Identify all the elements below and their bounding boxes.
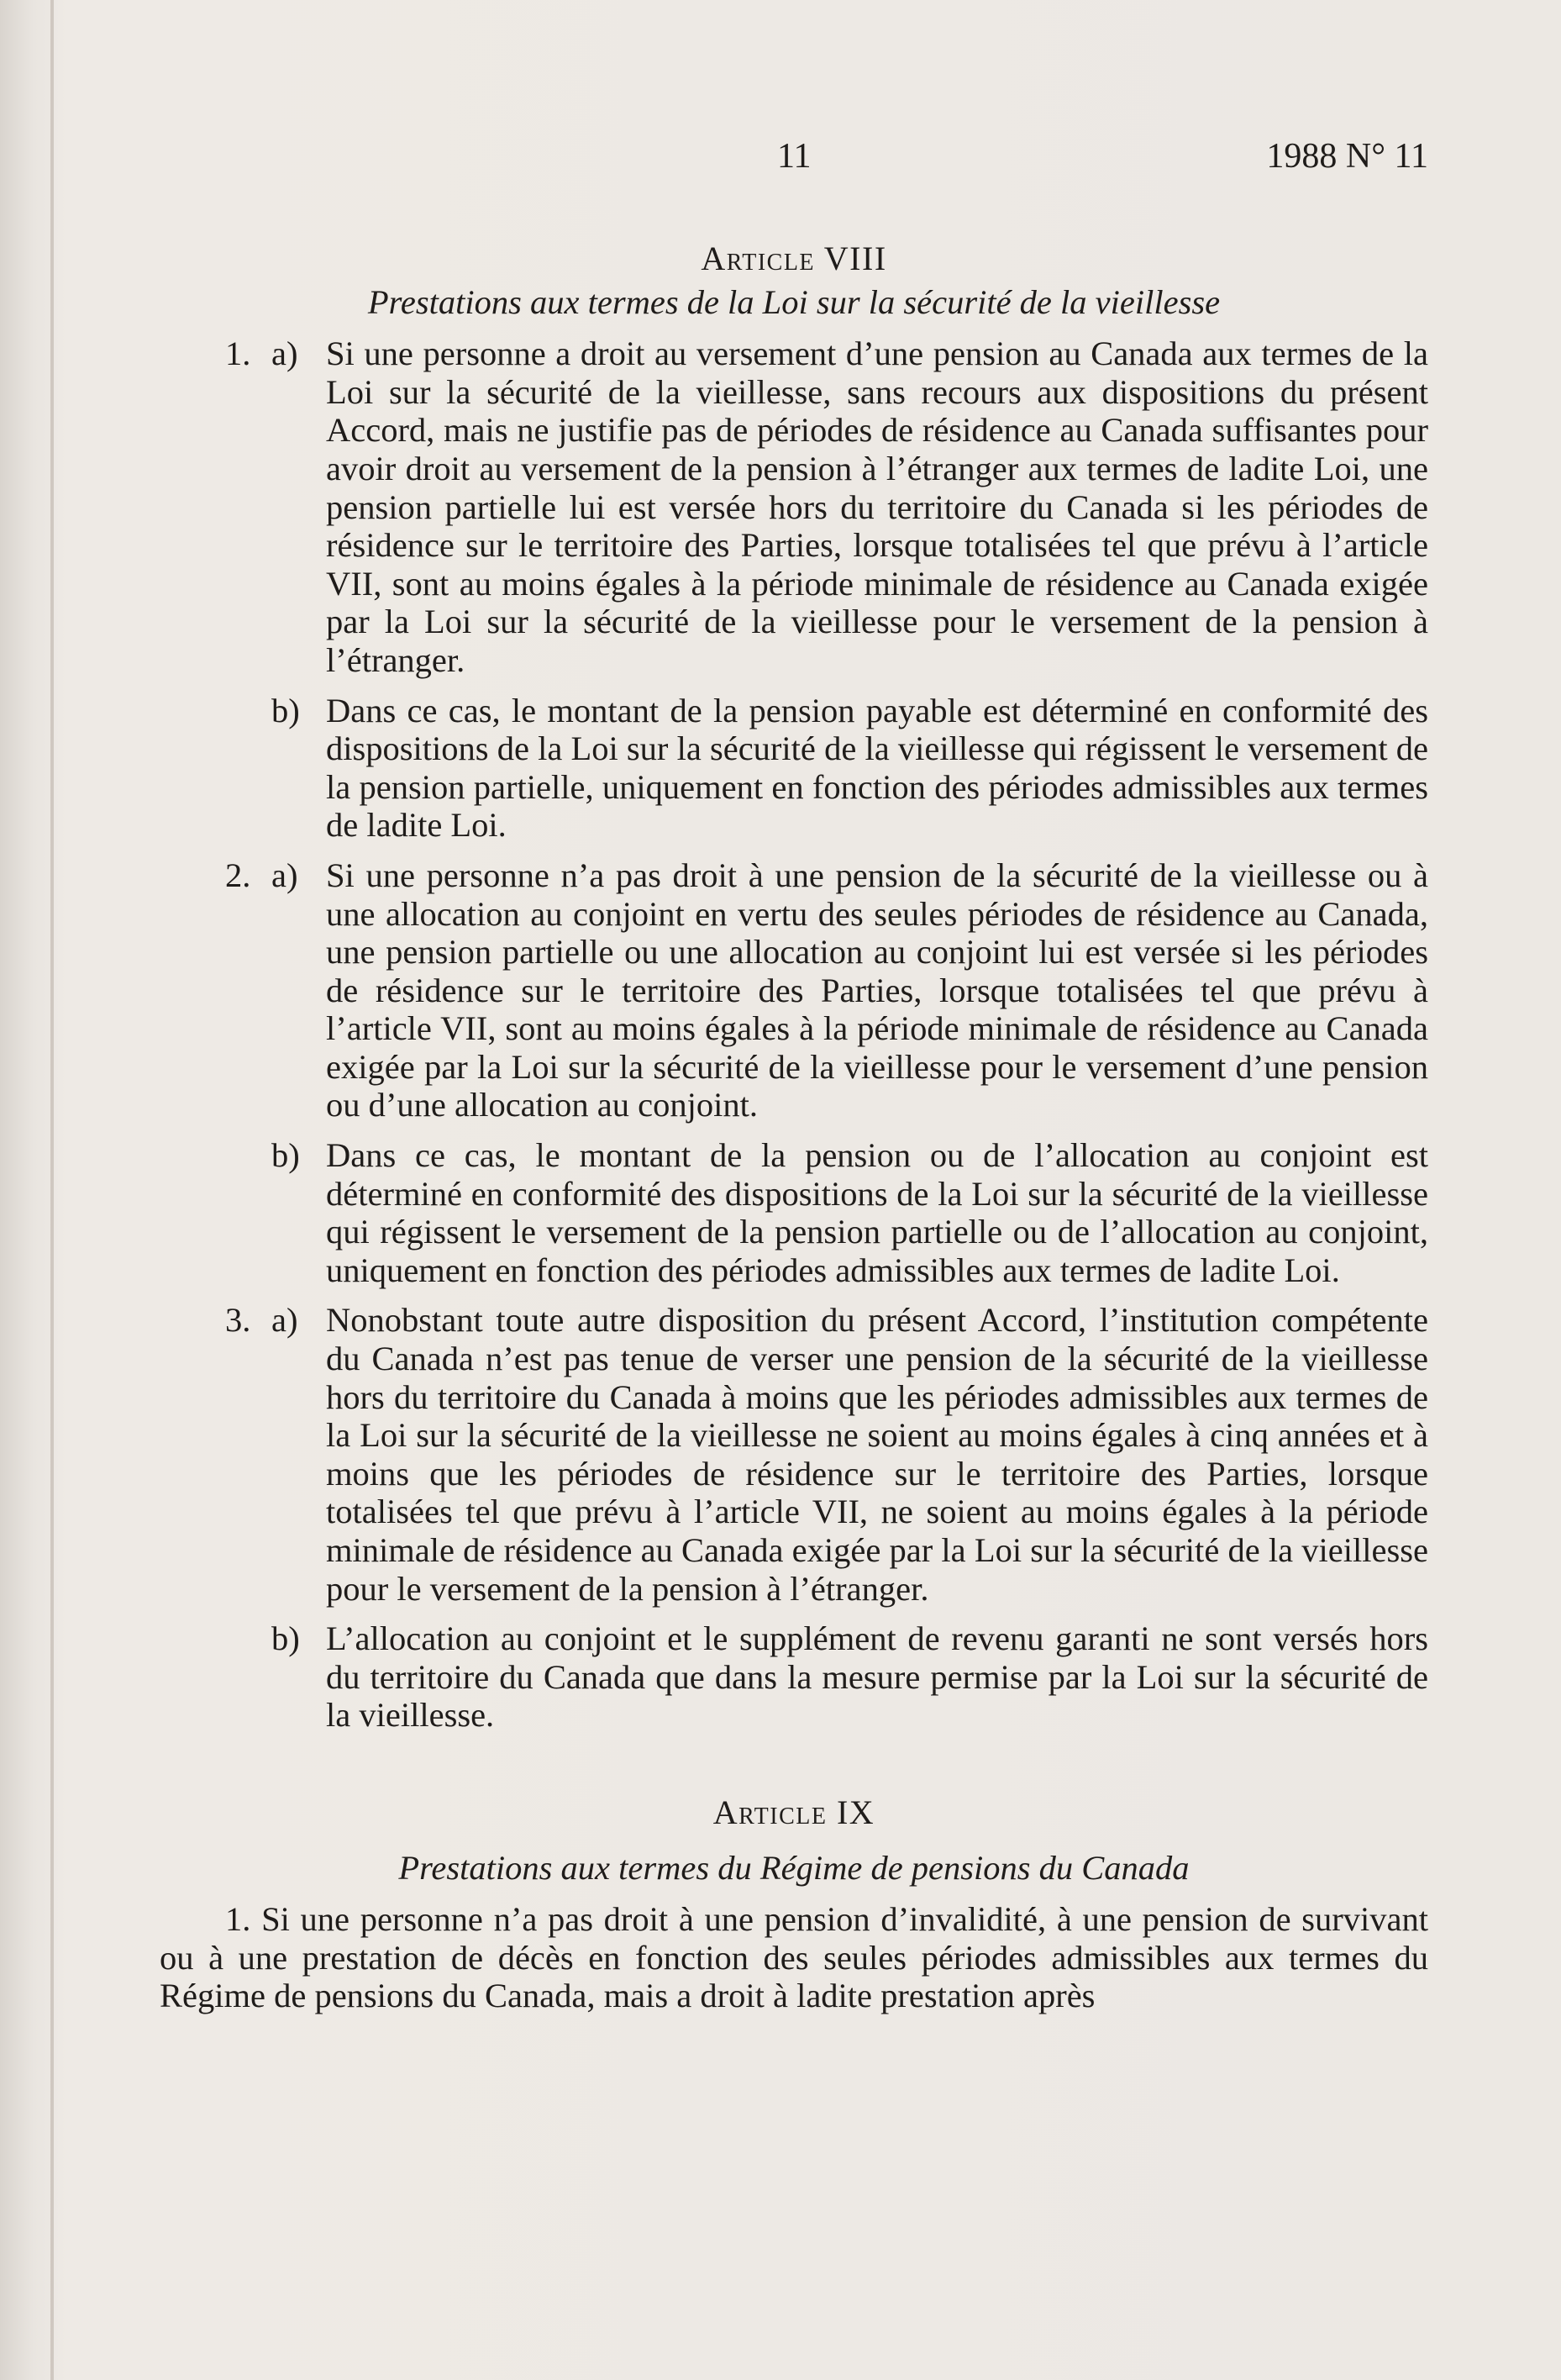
item-text: L’allocation au conjoint et le supplément de revenu garanti ne sont versés hors du territoire du Canada que dans la mesure permise par la Loi sur la sécurité de la vieillesse.: [326, 1619, 1428, 1735]
article-viii-item-3b: [160, 1619, 1428, 1735]
page-header: [160, 136, 1428, 187]
item-letter: b): [271, 1136, 300, 1175]
item-letter: a): [271, 334, 298, 373]
article-viii-item-1a: [160, 334, 1428, 679]
article-ix-title: Article IX: [712, 1793, 875, 1831]
item-number: 3.: [225, 1301, 251, 1340]
item-text: Nonobstant toute autre disposition du présent Accord, l’institution compétente du Canada n’est pas tenue de verser une pension de la sécurité de la vieillesse hors du territoire du Canada à moins que les périodes admissibles aux termes de la Loi sur la sécurité de la vieillesse ne soient au moins égales à cinq années et à moins que les périodes de résidence sur le territoire des Parties, lorsque totalisées tel que prévu à l’article VII, ne soient au moins égales à la période minimale de résidence au Canada exigée par la Loi sur la sécurité de la vieillesse pour le versement de la pension à l’étranger.: [326, 1301, 1428, 1608]
item-text: Dans ce cas, le montant de la pension payable est déterminé en conformité des dispositions de la Loi sur la sécurité de la vieillesse qui régissent le versement de la pension partielle, uniquement en fonction des périodes admissibles aux termes de ladite Loi.: [326, 691, 1428, 845]
item-letter: a): [271, 856, 298, 894]
paragraph-number: 1.: [225, 1900, 251, 1939]
article-ix-subtitle: Prestations aux termes du Régime de pensions du Canada: [398, 1848, 1190, 1887]
article-viii-item-2b: [160, 1136, 1428, 1289]
item-text: Dans ce cas, le montant de la pension ou de l’allocation au conjoint est déterminé en conformité des dispositions de la Loi sur la sécurité de la vieillesse qui régissent le versement de la pension partielle ou de l’allocation au conjoint, uniquement en fonction des périodes admissibles aux termes de ladite Loi.: [326, 1136, 1428, 1289]
document-reference: 1988 N° 11: [1266, 137, 1428, 176]
page-number: 11: [777, 137, 812, 176]
item-letter: a): [271, 1301, 298, 1340]
article-viii-subtitle: Prestations aux termes de la Loi sur la sécurité de la vieillesse: [367, 282, 1221, 321]
article-viii-item-1b: [160, 692, 1428, 845]
item-text: Si une personne a droit au versement d’une pension au Canada aux termes de la Loi sur la sécurité de la vieillesse, sans recours aux dispositions du présent Accord, mais ne justifie pas de périodes de résidence au Canada suffisantes pour avoir droit au versement de la pension à l’étranger aux termes de ladite Loi, une pension partielle lui est versée hors du territoire du Canada si les périodes de résidence sur le territoire des Parties, lorsque totalisées tel que prévu à l’article VII, sont au moins égales à la période minimale de résidence au Canada exigée par la Loi sur la sécurité de la vieillesse pour le versement de la pension à l’étranger.: [326, 334, 1428, 679]
article-viii-title: Article VIII: [701, 240, 887, 277]
article-viii-item-3a: [160, 1301, 1428, 1608]
item-letter: b): [271, 691, 300, 729]
article-ix-paragraph-1: [160, 1900, 1428, 2015]
paragraph-text: Si une personne n’a pas droit à une pension d’invalidité, à une pension de survivant ou à une prestation de décès en fonction des seules périodes admissibles aux termes du Régime de pensions du Canada, mais a droit à ladite prestation après: [160, 1900, 1428, 2015]
binding-gutter: [50, 0, 54, 2380]
page-content: [160, 240, 1428, 2015]
item-text: Si une personne n’a pas droit à une pension de la sécurité de la vieillesse ou à une allocation au conjoint en vertu des seules périodes de résidence au Canada, une pension partielle ou une allocation au conjoint lui est versée si les périodes de résidence sur le territoire des Parties, lorsque totalisées tel que prévu à l’article VII, sont au moins égales à la période minimale de résidence au Canada exigée par la Loi sur la sécurité de la vieillesse pour le versement d’une pension ou d’une allocation au conjoint.: [326, 856, 1428, 1124]
article-viii-item-2a: [160, 856, 1428, 1124]
item-number: 1.: [225, 334, 251, 373]
item-number: 2.: [225, 856, 251, 894]
item-letter: b): [271, 1619, 300, 1658]
